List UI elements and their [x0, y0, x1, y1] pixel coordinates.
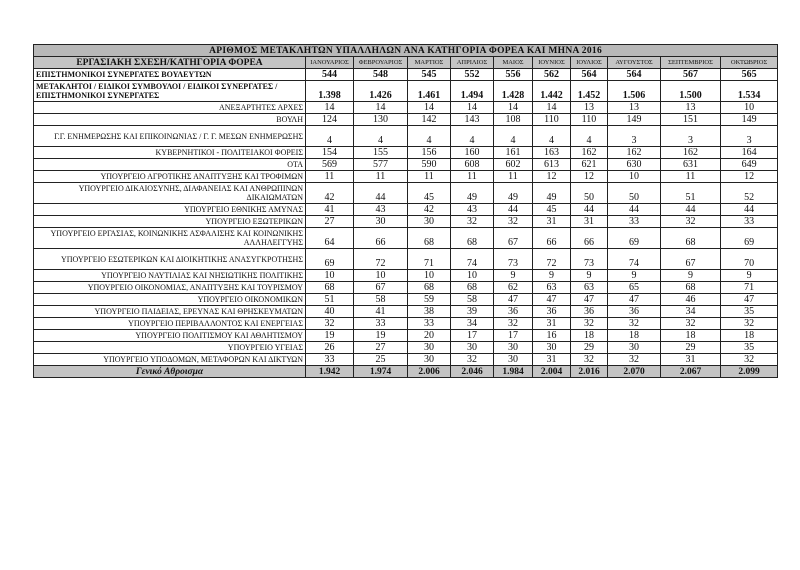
- row-value: 44: [354, 183, 408, 204]
- row-value: 11: [494, 171, 533, 183]
- row-value: 42: [306, 183, 354, 204]
- row-value: 11: [408, 171, 451, 183]
- row-label: ΥΠΟΥΡΓΕΙΟ ΥΠΟΔΟΜΩΝ, ΜΕΤΑΦΟΡΩΝ ΚΑΙ ΔΙΚΤΥΩΝ: [34, 354, 306, 366]
- row-value: 73: [571, 249, 608, 270]
- table-row: [34, 69, 778, 81]
- row-value: 10: [608, 171, 661, 183]
- row-value: 49: [533, 183, 571, 204]
- row-value: 70: [721, 249, 778, 270]
- row-value: 43: [451, 204, 494, 216]
- row-label: ΥΠΟΥΡΓΕΙΟ ΑΓΡΟΤΙΚΗΣ ΑΝΑΠΤΥΞΗΣ ΚΑΙ ΤΡΟΦΙΜΩΝ: [34, 171, 306, 183]
- row-value: 67: [661, 249, 721, 270]
- row-value: 32: [721, 354, 778, 366]
- row-value: 161: [494, 147, 533, 159]
- row-value: 29: [661, 342, 721, 354]
- row-value: 44: [608, 204, 661, 216]
- row-value: 34: [451, 318, 494, 330]
- staff-table: [33, 44, 778, 378]
- row-value: 564: [571, 69, 608, 81]
- total-value: 2.016: [571, 366, 608, 378]
- row-value: 32: [494, 216, 533, 228]
- row-value: 4: [451, 126, 494, 147]
- row-value: 43: [354, 204, 408, 216]
- row-value: 3: [608, 126, 661, 147]
- row-value: 30: [533, 342, 571, 354]
- row-value: 12: [571, 171, 608, 183]
- row-value: 66: [354, 228, 408, 249]
- row-value: 630: [608, 159, 661, 171]
- row-label: ΥΠΟΥΡΓΕΙΟ ΕΣΩΤΕΡΙΚΩΝ ΚΑΙ ΔΙΟΙΚΗΤΙΚΗΣ ΑΝΑΣΥΓΚΡΟΤΗΣΗΣ: [34, 249, 306, 270]
- row-value: 16: [533, 330, 571, 342]
- row-value: 33: [408, 318, 451, 330]
- row-value: 51: [661, 183, 721, 204]
- table-header-row: [34, 57, 778, 69]
- row-value: 14: [451, 102, 494, 114]
- row-value: 9: [494, 270, 533, 282]
- table-row: [34, 270, 778, 282]
- total-value: 2.070: [608, 366, 661, 378]
- row-value: 47: [533, 294, 571, 306]
- row-value: 10: [451, 270, 494, 282]
- row-value: 32: [661, 318, 721, 330]
- row-label: ΥΠΟΥΡΓΕΙΟ ΠΕΡΙΒΑΛΛΟΝΤΟΣ ΚΑΙ ΕΝΕΡΓΕΙΑΣ: [34, 318, 306, 330]
- row-value: 30: [608, 342, 661, 354]
- row-value: 27: [306, 216, 354, 228]
- row-value: 32: [451, 216, 494, 228]
- row-label: ΥΠΟΥΡΓΕΙΟ ΠΑΙΔΕΙΑΣ, ΕΡΕΥΝΑΣ ΚΑΙ ΘΡΗΣΚΕΥΜΑΤΩΝ: [34, 306, 306, 318]
- table-row: [34, 294, 778, 306]
- row-value: 590: [408, 159, 451, 171]
- row-value: 40: [306, 306, 354, 318]
- row-value: 1.494: [451, 81, 494, 102]
- table-row: [34, 183, 778, 204]
- row-value: 31: [571, 216, 608, 228]
- total-label: Γενικό Αθροισμα: [34, 366, 306, 378]
- row-value: 68: [408, 282, 451, 294]
- column-header-month: ΣΕΠΤΕΜΒΡΙΟΣ: [661, 57, 721, 69]
- row-value: 68: [451, 282, 494, 294]
- row-value: 110: [533, 114, 571, 126]
- table-body: [34, 45, 778, 378]
- row-value: 124: [306, 114, 354, 126]
- row-label: Γ.Γ. ΕΝΗΜΕΡΩΣΗΣ ΚΑΙ ΕΠΙΚΟΙΝΩΝΙΑΣ / Γ. Γ. ΜΕΣΩΝ ΕΝΗΜΕΡΩΣΗΣ: [34, 126, 306, 147]
- row-value: 149: [721, 114, 778, 126]
- row-value: 108: [494, 114, 533, 126]
- row-value: 68: [408, 228, 451, 249]
- row-value: 11: [354, 171, 408, 183]
- row-value: 72: [533, 249, 571, 270]
- table-title: ΑΡΙΘΜΟΣ ΜΕΤΑΚΛΗΤΩΝ ΥΠΑΛΛΗΛΩΝ ΑΝΑ ΚΑΤΗΓΟΡΙΑ ΦΟΡΕΑ ΚΑΙ ΜΗΝΑ 2016: [34, 45, 778, 57]
- row-value: 32: [661, 216, 721, 228]
- row-value: 19: [354, 330, 408, 342]
- total-value: 2.046: [451, 366, 494, 378]
- row-value: 17: [451, 330, 494, 342]
- row-value: 156: [408, 147, 451, 159]
- row-value: 30: [408, 342, 451, 354]
- row-value: 556: [494, 69, 533, 81]
- row-value: 47: [608, 294, 661, 306]
- table-row: [34, 114, 778, 126]
- row-value: 3: [661, 126, 721, 147]
- row-value: 20: [408, 330, 451, 342]
- row-value: 32: [721, 318, 778, 330]
- row-value: 31: [661, 354, 721, 366]
- row-value: 69: [306, 249, 354, 270]
- row-value: 565: [721, 69, 778, 81]
- row-value: 67: [354, 282, 408, 294]
- row-value: 9: [608, 270, 661, 282]
- row-value: 58: [451, 294, 494, 306]
- row-value: 30: [408, 216, 451, 228]
- row-value: 162: [661, 147, 721, 159]
- row-value: 18: [571, 330, 608, 342]
- row-value: 32: [494, 318, 533, 330]
- row-value: 552: [451, 69, 494, 81]
- row-value: 33: [608, 216, 661, 228]
- row-value: 49: [451, 183, 494, 204]
- row-value: 149: [608, 114, 661, 126]
- row-value: 31: [533, 216, 571, 228]
- row-value: 71: [721, 282, 778, 294]
- row-label: ΥΠΟΥΡΓΕΙΟ ΝΑΥΤΙΛΙΑΣ ΚΑΙ ΝΗΣΙΩΤΙΚΗΣ ΠΟΛΙΤΙΚΗΣ: [34, 270, 306, 282]
- row-value: 68: [661, 228, 721, 249]
- total-value: 1.984: [494, 366, 533, 378]
- row-value: 50: [571, 183, 608, 204]
- row-value: 163: [533, 147, 571, 159]
- column-header-month: ΦΕΒΡΟΥΑΡΙΟΣ: [354, 57, 408, 69]
- row-value: 4: [354, 126, 408, 147]
- row-value: 9: [533, 270, 571, 282]
- row-value: 36: [608, 306, 661, 318]
- row-value: 69: [721, 228, 778, 249]
- row-value: 30: [354, 216, 408, 228]
- row-value: 71: [408, 249, 451, 270]
- row-value: 44: [721, 204, 778, 216]
- row-value: 33: [354, 318, 408, 330]
- row-value: 32: [608, 354, 661, 366]
- row-value: 30: [494, 342, 533, 354]
- row-value: 11: [661, 171, 721, 183]
- row-value: 29: [571, 342, 608, 354]
- row-value: 608: [451, 159, 494, 171]
- row-value: 47: [494, 294, 533, 306]
- row-label: ΟΤΑ: [34, 159, 306, 171]
- row-value: 110: [571, 114, 608, 126]
- row-value: 33: [721, 216, 778, 228]
- table-row: [34, 147, 778, 159]
- total-value: 2.004: [533, 366, 571, 378]
- row-value: 63: [533, 282, 571, 294]
- row-value: 72: [354, 249, 408, 270]
- row-value: 162: [571, 147, 608, 159]
- row-value: 1.452: [571, 81, 608, 102]
- row-value: 45: [408, 183, 451, 204]
- row-label: ΥΠΟΥΡΓΕΙΟ ΔΙΚΑΙΟΣΥΝΗΣ, ΔΙΑΦΑΝΕΙΑΣ ΚΑΙ ΑΝΘΡΩΠΙΝΩΝ ΔΙΚΑΙΩΜΑΤΩΝ: [34, 183, 306, 204]
- row-value: 58: [354, 294, 408, 306]
- row-value: 155: [354, 147, 408, 159]
- row-label: ΥΠΟΥΡΓΕΙΟ ΕΞΩΤΕΡΙΚΩΝ: [34, 216, 306, 228]
- row-value: 67: [494, 228, 533, 249]
- table-row: [34, 159, 778, 171]
- row-value: 42: [408, 204, 451, 216]
- row-value: 12: [533, 171, 571, 183]
- row-value: 32: [571, 354, 608, 366]
- row-value: 562: [533, 69, 571, 81]
- row-value: 25: [354, 354, 408, 366]
- row-value: 1.398: [306, 81, 354, 102]
- row-value: 18: [721, 330, 778, 342]
- table-row: [34, 306, 778, 318]
- total-value: 2.067: [661, 366, 721, 378]
- row-value: 73: [494, 249, 533, 270]
- row-value: 19: [306, 330, 354, 342]
- row-value: 1.534: [721, 81, 778, 102]
- row-value: 4: [533, 126, 571, 147]
- row-value: 38: [408, 306, 451, 318]
- row-label: ΕΠΙΣΤΗΜΟΝΙΚΟΙ ΣΥΝΕΡΓΑΤΕΣ ΒΟΥΛΕΥΤΩΝ: [34, 69, 306, 81]
- row-value: 66: [571, 228, 608, 249]
- total-row: [34, 366, 778, 378]
- row-value: 12: [721, 171, 778, 183]
- row-value: 14: [354, 102, 408, 114]
- row-value: 4: [306, 126, 354, 147]
- row-value: 31: [533, 354, 571, 366]
- row-value: 545: [408, 69, 451, 81]
- row-value: 4: [571, 126, 608, 147]
- row-value: 65: [608, 282, 661, 294]
- row-value: 11: [306, 171, 354, 183]
- row-value: 13: [608, 102, 661, 114]
- row-value: 32: [608, 318, 661, 330]
- row-value: 154: [306, 147, 354, 159]
- row-value: 18: [608, 330, 661, 342]
- row-value: 32: [306, 318, 354, 330]
- row-value: 47: [571, 294, 608, 306]
- row-value: 35: [721, 306, 778, 318]
- row-value: 4: [408, 126, 451, 147]
- row-value: 27: [354, 342, 408, 354]
- column-header-month: ΟΚΤΩΒΡΙΟΣ: [721, 57, 778, 69]
- row-value: 62: [494, 282, 533, 294]
- table-row: [34, 342, 778, 354]
- column-header-month: ΜΑΙΟΣ: [494, 57, 533, 69]
- column-header-month: ΙΑΝΟΥΑΡΙΟΣ: [306, 57, 354, 69]
- row-value: 18: [661, 330, 721, 342]
- table-title-row: [34, 45, 778, 57]
- row-value: 69: [608, 228, 661, 249]
- column-header-month: ΑΠΡΙΛΙΟΣ: [451, 57, 494, 69]
- row-value: 39: [451, 306, 494, 318]
- table-row: [34, 204, 778, 216]
- row-value: 66: [533, 228, 571, 249]
- row-label: ΚΥΒΕΡΝΗΤΙΚΟΙ - ΠΟΛΙΤΕΙΑΚΟΙ ΦΟΡΕΙΣ: [34, 147, 306, 159]
- row-label: ΥΠΟΥΡΓΕΙΟ ΟΙΚΟΝΟΜΙΚΩΝ: [34, 294, 306, 306]
- row-value: 9: [721, 270, 778, 282]
- row-value: 9: [571, 270, 608, 282]
- row-value: 68: [306, 282, 354, 294]
- row-value: 1.461: [408, 81, 451, 102]
- table-row: [34, 330, 778, 342]
- row-label: ΥΠΟΥΡΓΕΙΟ ΕΡΓΑΣΙΑΣ, ΚΟΙΝΩΝΙΚΗΣ ΑΣΦΑΛΙΣΗΣ ΚΑΙ ΚΟΙΝΩΝΙΚΗΣ ΑΛΛΗΛΕΓΓΥΗΣ: [34, 228, 306, 249]
- table-row: [34, 354, 778, 366]
- row-value: 14: [494, 102, 533, 114]
- row-value: 649: [721, 159, 778, 171]
- row-value: 130: [354, 114, 408, 126]
- column-header-category: ΕΡΓΑΣΙΑΚΗ ΣΧΕΣΗ/ΚΑΤΗΓΟΡΙΑ ΦΟΡΕΑ: [34, 57, 306, 69]
- row-value: 74: [608, 249, 661, 270]
- row-value: 59: [408, 294, 451, 306]
- table-row: [34, 249, 778, 270]
- row-value: 1.426: [354, 81, 408, 102]
- row-value: 1.442: [533, 81, 571, 102]
- table-row: [34, 216, 778, 228]
- row-value: 14: [533, 102, 571, 114]
- row-value: 44: [571, 204, 608, 216]
- row-value: 567: [661, 69, 721, 81]
- row-value: 44: [494, 204, 533, 216]
- row-value: 143: [451, 114, 494, 126]
- row-value: 9: [661, 270, 721, 282]
- row-value: 577: [354, 159, 408, 171]
- row-value: 631: [661, 159, 721, 171]
- row-value: 36: [533, 306, 571, 318]
- row-value: 51: [306, 294, 354, 306]
- row-label: ΥΠΟΥΡΓΕΙΟ ΟΙΚΟΝΟΜΙΑΣ, ΑΝΑΠΤΥΞΗΣ ΚΑΙ ΤΟΥΡΙΣΜΟΥ: [34, 282, 306, 294]
- column-header-month: ΑΥΓΟΥΣΤΟΣ: [608, 57, 661, 69]
- row-value: 11: [451, 171, 494, 183]
- row-value: 35: [721, 342, 778, 354]
- table-row: [34, 81, 778, 102]
- row-value: 64: [306, 228, 354, 249]
- table-row: [34, 126, 778, 147]
- table-row: [34, 102, 778, 114]
- row-value: 10: [408, 270, 451, 282]
- row-value: 49: [494, 183, 533, 204]
- row-label: ΒΟΥΛΗ: [34, 114, 306, 126]
- table-row: [34, 282, 778, 294]
- row-value: 14: [306, 102, 354, 114]
- row-value: 548: [354, 69, 408, 81]
- row-value: 30: [494, 354, 533, 366]
- row-value: 52: [721, 183, 778, 204]
- row-label: ΥΠΟΥΡΓΕΙΟ ΠΟΛΙΤΙΣΜΟΥ ΚΑΙ ΑΘΛΗΤΙΣΜΟΥ: [34, 330, 306, 342]
- row-value: 36: [494, 306, 533, 318]
- row-value: 10: [306, 270, 354, 282]
- row-value: 10: [721, 102, 778, 114]
- column-header-month: ΜΑΡΤΙΟΣ: [408, 57, 451, 69]
- row-value: 602: [494, 159, 533, 171]
- row-value: 74: [451, 249, 494, 270]
- total-value: 1.942: [306, 366, 354, 378]
- row-value: 10: [354, 270, 408, 282]
- row-value: 68: [661, 282, 721, 294]
- row-value: 13: [661, 102, 721, 114]
- row-value: 164: [721, 147, 778, 159]
- row-value: 68: [451, 228, 494, 249]
- row-value: 1.500: [661, 81, 721, 102]
- table-row: [34, 228, 778, 249]
- row-value: 1.428: [494, 81, 533, 102]
- row-value: 30: [408, 354, 451, 366]
- row-label: ΥΠΟΥΡΓΕΙΟ ΕΘΝΙΚΗΣ ΑΜΥΝΑΣ: [34, 204, 306, 216]
- row-value: 151: [661, 114, 721, 126]
- row-label: ΑΝΕΞΑΡΤΗΤΕΣ ΑΡΧΕΣ: [34, 102, 306, 114]
- row-value: 17: [494, 330, 533, 342]
- row-value: 13: [571, 102, 608, 114]
- row-value: 613: [533, 159, 571, 171]
- row-value: 14: [408, 102, 451, 114]
- row-value: 544: [306, 69, 354, 81]
- table-row: [34, 171, 778, 183]
- row-value: 26: [306, 342, 354, 354]
- row-value: 45: [533, 204, 571, 216]
- total-value: 1.974: [354, 366, 408, 378]
- data-sheet: [33, 44, 777, 378]
- row-value: 1.506: [608, 81, 661, 102]
- total-value: 2.006: [408, 366, 451, 378]
- row-value: 36: [571, 306, 608, 318]
- row-value: 564: [608, 69, 661, 81]
- row-value: 142: [408, 114, 451, 126]
- row-value: 46: [661, 294, 721, 306]
- row-value: 31: [533, 318, 571, 330]
- row-value: 162: [608, 147, 661, 159]
- column-header-month: ΙΟΥΝΙΟΣ: [533, 57, 571, 69]
- row-value: 33: [306, 354, 354, 366]
- row-value: 41: [354, 306, 408, 318]
- total-value: 2.099: [721, 366, 778, 378]
- row-value: 30: [451, 342, 494, 354]
- row-value: 32: [571, 318, 608, 330]
- row-value: 41: [306, 204, 354, 216]
- row-value: 63: [571, 282, 608, 294]
- row-label: ΜΕΤΑΚΛΗΤΟΙ / ΕΙΔΙΚΟΙ ΣΥΜΒΟΥΛΟΙ / ΕΙΔΙΚΟΙ ΣΥΝΕΡΓΑΤΕΣ / ΕΠΙΣΤΗΜΟΝΙΚΟΙ ΣΥΝΕΡΓΑΤΕΣ: [34, 81, 306, 102]
- row-value: 160: [451, 147, 494, 159]
- table-row: [34, 318, 778, 330]
- row-value: 569: [306, 159, 354, 171]
- row-value: 621: [571, 159, 608, 171]
- row-value: 4: [494, 126, 533, 147]
- row-value: 44: [661, 204, 721, 216]
- row-label: ΥΠΟΥΡΓΕΙΟ ΥΓΕΙΑΣ: [34, 342, 306, 354]
- row-value: 47: [721, 294, 778, 306]
- row-value: 34: [661, 306, 721, 318]
- column-header-month: ΙΟΥΛΙΟΣ: [571, 57, 608, 69]
- row-value: 3: [721, 126, 778, 147]
- row-value: 32: [451, 354, 494, 366]
- row-value: 50: [608, 183, 661, 204]
